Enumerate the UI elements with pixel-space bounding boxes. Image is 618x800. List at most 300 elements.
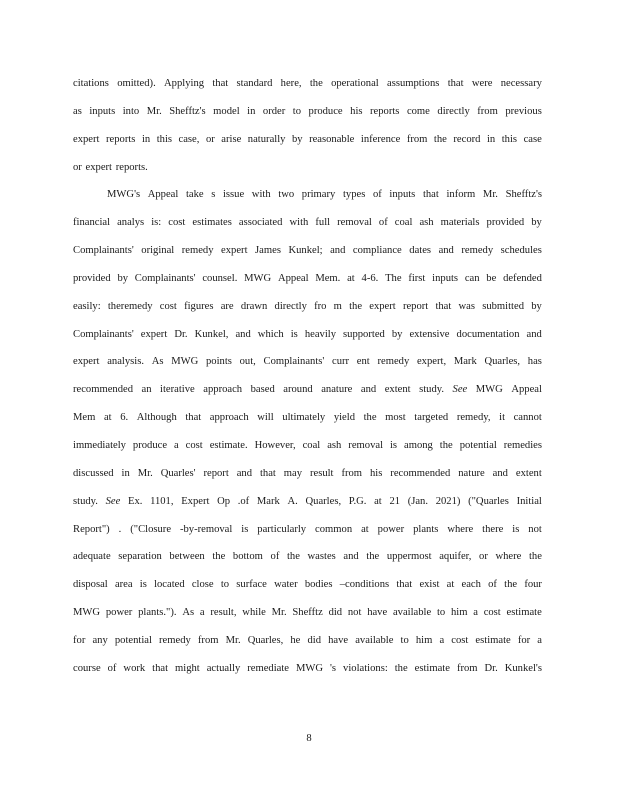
word: documentation xyxy=(456,328,520,340)
word: did xyxy=(328,607,343,619)
word: it xyxy=(499,412,506,424)
word: expert xyxy=(221,245,248,257)
word: among xyxy=(404,439,433,451)
word: remedy xyxy=(461,245,494,257)
word: he xyxy=(290,634,301,646)
word: omitted). xyxy=(117,78,156,89)
word: this xyxy=(156,133,173,145)
word: or xyxy=(479,551,488,563)
word: order xyxy=(262,105,286,117)
word: dates xyxy=(409,245,432,257)
word: Mr. xyxy=(146,105,162,117)
word: yield xyxy=(333,412,355,424)
word: four xyxy=(524,579,542,591)
word: will xyxy=(257,412,274,424)
word: Quarles' xyxy=(160,467,196,479)
word: as xyxy=(73,105,82,117)
word: primary xyxy=(301,189,336,201)
word: study. xyxy=(73,495,98,507)
word: power xyxy=(105,607,133,619)
word: inputs xyxy=(389,189,416,201)
word: recommended xyxy=(390,467,451,479)
text-line xyxy=(73,348,542,376)
word: violations: xyxy=(343,662,388,674)
word: drawn xyxy=(240,300,268,312)
word: common xyxy=(315,523,353,535)
word: close xyxy=(191,579,214,591)
word: from xyxy=(456,662,478,674)
word: reasonable xyxy=(309,133,355,145)
word: with xyxy=(289,217,309,229)
word: financial xyxy=(73,217,111,229)
word: most xyxy=(385,412,406,424)
word: analys xyxy=(117,217,145,229)
word: a xyxy=(473,607,478,619)
word: 1101, xyxy=(150,495,174,507)
word: reports. xyxy=(115,161,148,173)
word: James xyxy=(255,245,281,257)
word: case xyxy=(523,133,542,145)
word: particularly xyxy=(257,523,307,535)
word: Kunkel's xyxy=(504,662,542,674)
word: may xyxy=(283,467,303,479)
word: for xyxy=(73,634,86,646)
word: remedy xyxy=(377,356,410,368)
word: extent xyxy=(515,467,542,479)
word: the xyxy=(528,551,542,563)
word: approach xyxy=(209,412,249,424)
word: Dr. xyxy=(484,662,498,674)
text-line xyxy=(73,209,542,237)
word: MWG xyxy=(295,662,324,674)
word: available xyxy=(355,634,394,646)
word: counsel. xyxy=(202,272,238,284)
word: adequate xyxy=(73,551,111,563)
word: the xyxy=(286,551,300,563)
page-number: 8 xyxy=(306,733,312,744)
word: at xyxy=(347,272,355,284)
word: remedies xyxy=(503,439,542,451)
word: targeted xyxy=(414,412,449,424)
word: easily: xyxy=(73,300,101,312)
word: from xyxy=(197,634,219,646)
word: Mr. xyxy=(137,467,153,479)
word: bodies xyxy=(304,579,333,591)
word: at xyxy=(446,579,455,591)
word: by xyxy=(117,272,129,284)
word: his xyxy=(369,467,383,479)
word: estimate xyxy=(475,634,511,646)
word: extent xyxy=(384,384,411,396)
word: 21 xyxy=(389,495,401,507)
word: of xyxy=(270,551,280,563)
word: exist xyxy=(419,579,440,591)
word: -by-removal xyxy=(179,523,233,535)
word: is xyxy=(290,328,298,340)
word: 6. xyxy=(120,412,129,424)
word: wastes xyxy=(307,551,336,563)
word: a xyxy=(199,607,205,619)
word: is xyxy=(389,439,398,451)
word: disposal xyxy=(73,579,108,591)
word: As xyxy=(151,356,164,368)
word: Applying xyxy=(164,78,205,89)
word: Appeal xyxy=(511,384,542,396)
word: a xyxy=(174,439,179,451)
word: model xyxy=(213,105,240,117)
word: assumptions xyxy=(387,78,440,89)
word: m xyxy=(333,300,342,312)
word: compliance xyxy=(352,245,402,257)
word: full xyxy=(315,217,331,229)
word: Complainants' xyxy=(73,245,134,257)
word: the xyxy=(309,78,323,89)
word: cost xyxy=(451,634,469,646)
word: However, xyxy=(254,439,296,451)
word: and xyxy=(236,467,253,479)
word: based xyxy=(250,384,275,396)
word: did xyxy=(307,634,322,646)
word: nature xyxy=(458,467,485,479)
text-line xyxy=(73,70,542,98)
word: potential xyxy=(459,439,497,451)
word: to xyxy=(400,634,409,646)
word: that xyxy=(185,412,202,424)
word: naturally xyxy=(247,133,286,145)
word: .of xyxy=(237,495,250,507)
word: the xyxy=(433,133,447,145)
word: Although xyxy=(136,412,177,424)
word: A. xyxy=(287,495,298,507)
word: original xyxy=(141,245,175,257)
word: Complainants' xyxy=(134,272,196,284)
word: defended xyxy=(503,272,542,284)
word: in xyxy=(247,105,256,117)
word: where xyxy=(495,551,522,563)
word: P.G. xyxy=(348,495,367,507)
word: estimate xyxy=(506,607,542,619)
word: first xyxy=(408,272,426,284)
word: that xyxy=(152,662,169,674)
word: estimate xyxy=(414,662,450,674)
word: curr xyxy=(332,356,350,368)
word: was xyxy=(458,300,476,312)
word: bottom xyxy=(232,551,263,563)
word: cost xyxy=(168,217,186,229)
text-line xyxy=(73,154,542,182)
word: to xyxy=(292,105,302,117)
word: of xyxy=(488,579,497,591)
word: the xyxy=(349,300,363,312)
word: the xyxy=(394,662,408,674)
word: have xyxy=(328,634,349,646)
word: immediately xyxy=(73,439,126,451)
word: aquifer, xyxy=(439,551,472,563)
word: result xyxy=(309,467,334,479)
word: available xyxy=(392,607,432,619)
text-line xyxy=(73,516,542,544)
word: that xyxy=(396,579,413,591)
word: from xyxy=(406,133,428,145)
word: estimate. xyxy=(209,439,248,451)
word: of xyxy=(378,217,388,229)
text-line xyxy=(73,599,542,627)
word: inference xyxy=(360,133,401,145)
text-line xyxy=(73,404,542,432)
word: operational xyxy=(331,78,379,89)
word: Mark xyxy=(256,495,280,507)
word: that xyxy=(447,78,464,89)
word: –conditions xyxy=(339,579,390,591)
word: expert xyxy=(85,161,113,173)
word: expert xyxy=(369,300,396,312)
word: can xyxy=(464,272,480,284)
word: the xyxy=(363,412,377,424)
word: course xyxy=(73,662,101,674)
word: ent xyxy=(356,356,370,368)
word: remediate xyxy=(247,662,289,674)
word: standard xyxy=(236,78,273,89)
word: actually xyxy=(206,662,241,674)
word: are xyxy=(220,300,234,312)
word: Report") xyxy=(73,523,110,535)
word: of xyxy=(372,189,382,201)
word: directly xyxy=(274,300,307,312)
word: separation xyxy=(118,551,162,563)
word: from xyxy=(477,105,498,117)
word: cost xyxy=(483,607,501,619)
word: remedy xyxy=(159,634,191,646)
word: inputs xyxy=(432,272,459,284)
word: inputs xyxy=(89,105,116,117)
word: have xyxy=(367,607,388,619)
word: and xyxy=(492,467,508,479)
word: in xyxy=(486,133,496,145)
word: that xyxy=(212,78,229,89)
word: expert xyxy=(140,328,168,340)
word: expert, xyxy=(416,356,447,368)
word: or xyxy=(73,161,82,173)
word: issue xyxy=(222,189,245,201)
word: 's xyxy=(330,662,337,674)
word: where xyxy=(447,523,474,535)
word: analysis. xyxy=(107,356,144,368)
word: discussed xyxy=(73,467,114,479)
word: and xyxy=(526,328,542,340)
word: supported xyxy=(343,328,385,340)
word: ultimately xyxy=(282,412,326,424)
word: Kunkel; xyxy=(288,245,323,257)
text-line xyxy=(73,293,542,321)
word: Mark xyxy=(453,356,477,368)
word: citations xyxy=(73,78,109,89)
word: potential xyxy=(114,634,152,646)
word: Op xyxy=(217,495,231,507)
word: at xyxy=(103,412,112,424)
word: points xyxy=(206,356,232,368)
word: case, xyxy=(178,133,200,145)
word: out, xyxy=(239,356,256,368)
word: approach xyxy=(203,384,243,396)
word: an xyxy=(141,384,152,396)
word: for xyxy=(517,634,531,646)
word: Shefftz xyxy=(292,607,323,619)
word: Mr. xyxy=(271,607,287,619)
word: around xyxy=(283,384,313,396)
text-line xyxy=(73,432,542,460)
word: water xyxy=(274,579,298,591)
word: Quarles, xyxy=(247,634,284,646)
word: MWG xyxy=(475,384,503,396)
text-line xyxy=(73,321,542,349)
word: has xyxy=(527,356,542,368)
word: arise xyxy=(221,133,242,145)
word: or xyxy=(205,133,215,145)
word: in xyxy=(141,133,151,145)
word: there xyxy=(482,523,504,535)
word: Mem. xyxy=(315,272,341,284)
word: Mr. xyxy=(482,189,498,201)
word: and xyxy=(438,245,454,257)
word: s xyxy=(211,189,216,201)
word: two xyxy=(278,189,295,201)
word: expert xyxy=(73,356,100,368)
word: recommended xyxy=(73,384,134,396)
word: record xyxy=(453,133,481,145)
word: at xyxy=(374,495,382,507)
word: Quarles, xyxy=(305,495,342,507)
word: remedy, xyxy=(456,412,491,424)
word: between xyxy=(169,551,205,563)
word: Shefftz's xyxy=(169,105,206,117)
word: by xyxy=(291,133,303,145)
text-line xyxy=(73,627,542,655)
word: not xyxy=(528,523,542,535)
word: Initial xyxy=(516,495,542,507)
word: necessary xyxy=(500,78,542,89)
word: in xyxy=(121,467,130,479)
word: each xyxy=(461,579,481,591)
text-line xyxy=(73,655,542,683)
word: reports xyxy=(370,105,400,117)
word: the xyxy=(439,439,453,451)
word: heavily xyxy=(304,328,337,340)
word: is xyxy=(139,579,147,591)
word: located xyxy=(154,579,185,591)
word: his xyxy=(350,105,363,117)
word: is: xyxy=(151,217,162,229)
word: MWG xyxy=(244,272,272,284)
word: to xyxy=(220,579,230,591)
word: submitted xyxy=(482,300,525,312)
word: anature xyxy=(321,384,353,396)
word: Quarles, xyxy=(484,356,521,368)
word: Shefftz's xyxy=(505,189,542,201)
word: See xyxy=(105,495,121,507)
word: a xyxy=(537,634,542,646)
word: into xyxy=(122,105,140,117)
word: to xyxy=(436,607,446,619)
word: reports xyxy=(106,133,136,145)
word: from xyxy=(341,467,363,479)
word: the xyxy=(366,551,380,563)
word: iterative xyxy=(160,384,195,396)
word: produce xyxy=(132,439,168,451)
word: Appeal xyxy=(147,189,179,201)
word: by xyxy=(531,300,542,312)
word: . xyxy=(118,523,122,535)
word: directly xyxy=(437,105,470,117)
word: ash xyxy=(327,439,342,451)
word: work xyxy=(123,662,146,674)
word: Ex. xyxy=(127,495,143,507)
word: the xyxy=(504,579,518,591)
word: MWG xyxy=(171,356,199,368)
word: were xyxy=(471,78,493,89)
text-line xyxy=(73,126,542,154)
word: removal xyxy=(348,439,384,451)
word: cost xyxy=(185,439,203,451)
word: provided xyxy=(486,217,525,229)
word: Dr. xyxy=(174,328,188,340)
word: any xyxy=(92,634,108,646)
word: coal xyxy=(302,439,321,451)
word: area xyxy=(114,579,133,591)
word: As xyxy=(182,607,195,619)
text-line xyxy=(73,543,542,571)
word: is xyxy=(512,523,520,535)
word: and xyxy=(343,551,359,563)
word: theremedy xyxy=(107,300,153,312)
word: estimates xyxy=(192,217,232,229)
word: types xyxy=(342,189,366,201)
word: Kunkel, xyxy=(194,328,229,340)
text-line xyxy=(73,571,542,599)
word: study. xyxy=(419,384,445,396)
word: cost xyxy=(159,300,177,312)
text-line xyxy=(73,376,542,404)
word: Complainants' xyxy=(263,356,325,368)
word: (Jan. xyxy=(407,495,429,507)
word: be xyxy=(486,272,497,284)
word: report xyxy=(402,300,429,312)
word: Complainants' xyxy=(73,328,134,340)
word: is xyxy=(241,523,249,535)
word: him xyxy=(450,607,468,619)
word: that xyxy=(435,300,452,312)
word: surface xyxy=(236,579,267,591)
word: MWG's xyxy=(107,189,141,201)
word: produce xyxy=(308,105,343,117)
word: and xyxy=(330,245,346,257)
word: ash xyxy=(419,217,434,229)
word: the xyxy=(212,551,226,563)
word: plants xyxy=(413,523,439,535)
word: figures xyxy=(184,300,214,312)
word: by xyxy=(391,328,403,340)
word: power xyxy=(377,523,405,535)
text-line xyxy=(73,237,542,265)
text-line xyxy=(73,460,542,488)
word: with xyxy=(251,189,271,201)
word: ("Closure xyxy=(130,523,172,535)
word: which xyxy=(257,328,284,340)
word: this xyxy=(501,133,518,145)
word: expert xyxy=(73,133,100,145)
text-line xyxy=(73,265,542,293)
word: materials xyxy=(440,217,480,229)
word: associated xyxy=(238,217,283,229)
